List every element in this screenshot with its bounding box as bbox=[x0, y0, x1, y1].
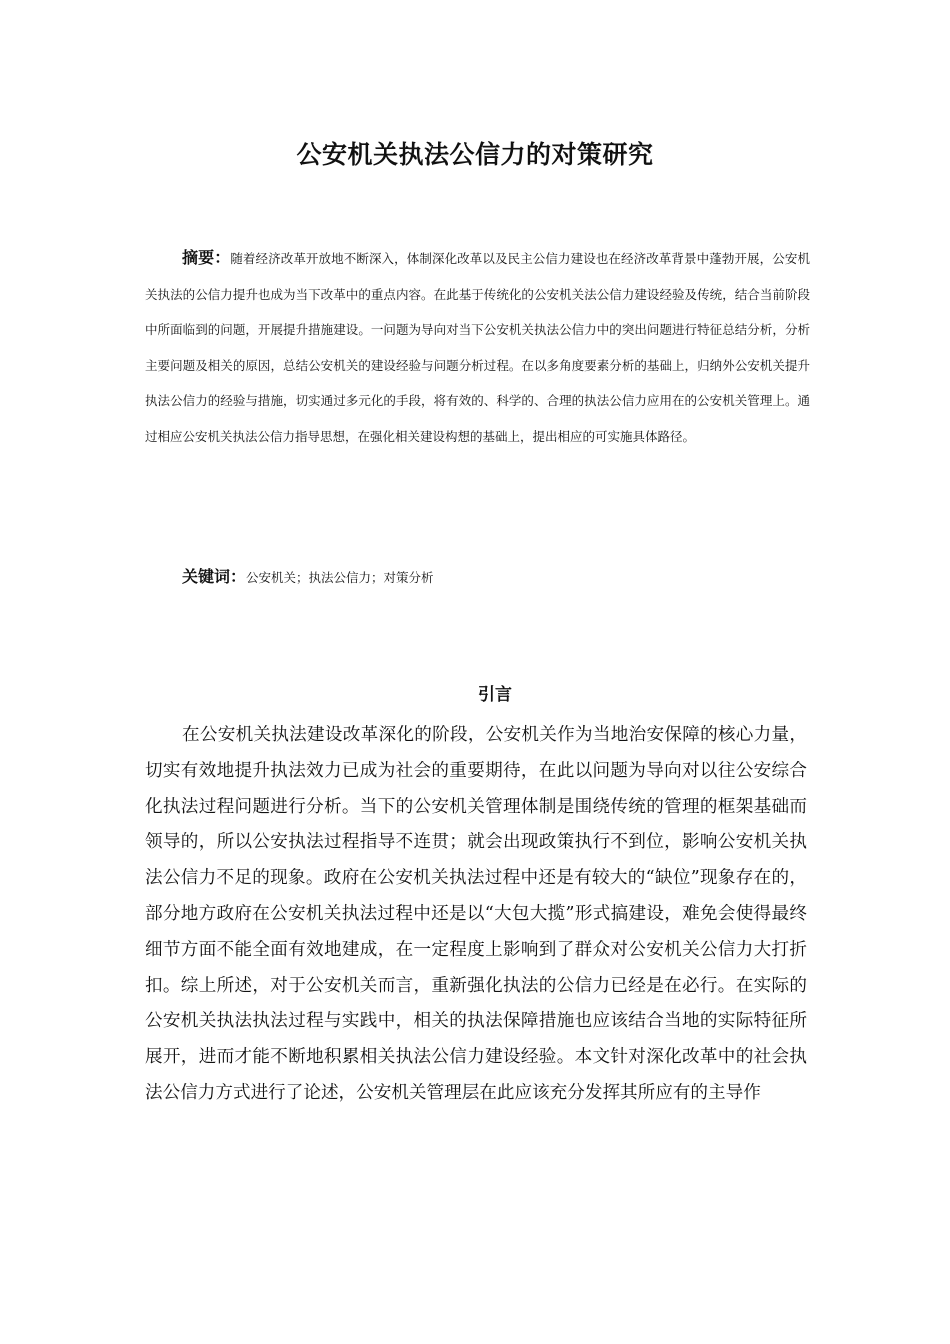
abstract-paragraph bbox=[145, 240, 810, 454]
keywords-line bbox=[182, 562, 802, 593]
abstract-label: 摘要： bbox=[182, 248, 231, 267]
keywords-label: 关键词： bbox=[182, 567, 247, 586]
section-heading-introduction: 引言 bbox=[478, 685, 512, 705]
abstract-text: 随着经济改革开放地不断深入，体制深化改革以及民主公信力建设也在经济改革背景中蓬勃开展，公安机关执法的公信力提升也成为当下改革中的重点内容。在此基于传统化的公安机关法公信力建设经验及传统，结合当前阶段中所面临到的问题，开展提升措施建设。一问题为导向对当下公安机关执法公信力中的突出问题进行特征总结分析，分析主要问题及相关的原因，总结公安机关的建设经验与问题分析过程。在以多角度要素分析的基础上，归纳外公安机关提升执法公信力的经验与措施，切实通过多元化的手段，将有效的、科学的、合理的执法公信力应用在的公安机关管理上。通过相应公安机关执法公信力指导思想，在强化相关建设构想的基础上，提出相应的可实施具体路径。 bbox=[145, 251, 810, 444]
paper-title: 公安机关执法公信力的对策研究 bbox=[296, 139, 654, 169]
introduction-paragraph: 在公安机关执法建设改革深化的阶段，公安机关作为当地治安保障的核心力量，切实有效地提升执法效力已成为社会的重要期待，在此以问题为导向对以往公安综合化执法过程问题进行分析。当下的公安机关管理体制是围绕传统的管理的框架基础而领导的，所以公安执法过程指导不连贯；就会出现政策执行不到位，影响公安机关执法公信力不足的现象。政府在公安机关执法过程中还是有较大的“缺位”现象存在的，部分地方政府在公安机关执法过程中还是以“大包大揽”形式搞建设，难免会使得最终细节方面不能全面有效地建成，在一定程度上影响到了群众对公安机关公信力大打折扣。综上所述，对于公安机关而言，重新强化执法的公信力已经是在必行。在实际的公安机关执法执法过程与实践中，相关的执法保障措施也应该结合当地的实际特征所展开，进而才能不断地积累相关执法公信力建设经验。本文针对深化改革中的社会执法公信力方式进行了论述，公安机关管理层在此应该充分发挥其所应有的主导作 bbox=[145, 725, 807, 1103]
keywords-text: 公安机关；执法公信力；对策分析 bbox=[246, 570, 434, 585]
